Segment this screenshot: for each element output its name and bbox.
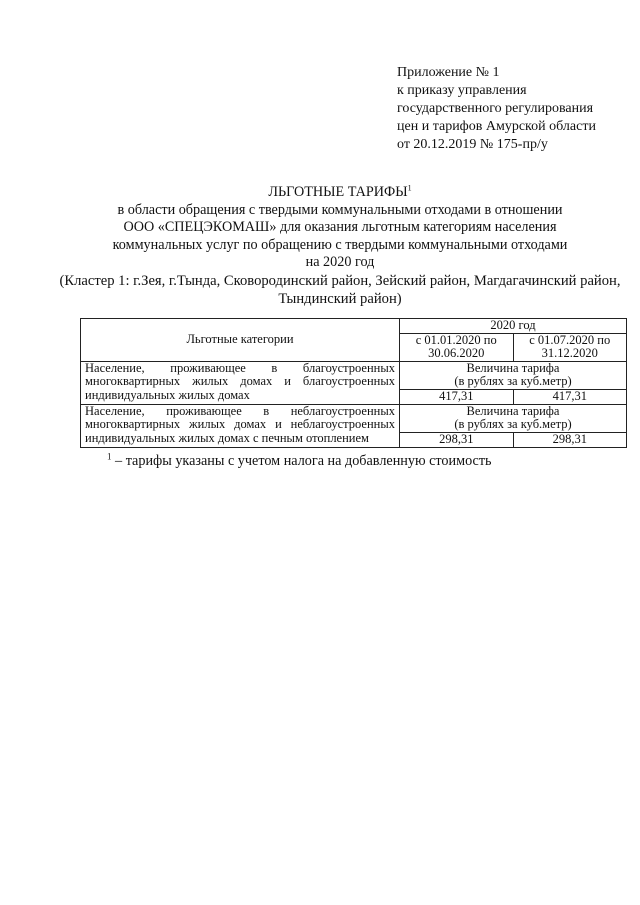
appendix-line: государственного регулирования [397,101,594,116]
heading-line: на 2020 год [305,254,375,270]
tariffs-table [80,318,627,448]
table-header-row [81,319,627,334]
appendix-line: к приказу управления [397,83,527,98]
heading-line: ООО «СПЕЦЭКОМАШ» для оказания льготным категориям населения [123,219,557,235]
tariff-value: 298,31 [513,432,627,447]
tariff-value: 417,31 [400,389,514,404]
table-row [81,404,627,432]
table-row [81,361,627,389]
tariff-value: 417,31 [513,389,627,404]
heading-line: коммунальных услуг по обращению с твердыми коммунальными отходами [112,236,568,253]
category-cell: Население, проживающее в неблагоустроенных многоквартирных жилых домах и неблагоустроенных индивидуальных жилых домах с печным отоплением [81,404,400,447]
tariff-label-cell [400,361,627,389]
title-text: ЛЬГОТНЫЕ ТАРИФЫ [268,184,408,200]
category-header: Льготные категории [81,319,400,362]
footnote [107,452,492,470]
tariff-value: 298,31 [400,432,514,447]
period-header: с 01.01.2020 по 30.06.2020 [400,333,514,361]
tariff-label-cell [400,404,627,432]
period-header: с 01.07.2020 по 31.12.2020 [513,333,627,361]
appendix-reference [397,64,596,154]
appendix-line: от 20.12.2019 № 175-пр/у [397,137,548,152]
cluster-description: (Кластер 1: г.Зея, г.Тында, Сковородинский район, Зейский район, Магдагачинский район, Тындинский район) [59,272,621,307]
category-cell: Население, проживающее в благоустроенных многоквартирных жилых домах и благоустроенных индивидуальных жилых домах [81,361,400,404]
tariff-label: Величина тарифа [466,360,560,375]
tariff-unit: (в рублях за куб.метр) [454,417,572,431]
document-title [40,184,640,202]
appendix-line: цен и тарифов Амурской области [397,119,596,134]
tariff-unit: (в рублях за куб.метр) [454,374,572,388]
document-heading [40,184,640,308]
year-header: 2020 год [400,319,627,334]
heading-line: в области обращения с твердыми коммунальными отходами в отношении [117,201,563,218]
appendix-line: Приложение № 1 [397,65,500,80]
footnote-text: – тарифы указаны с учетом налога на добавленную стоимость [111,453,492,469]
footnote-mark: 1 [407,183,412,193]
footnote-mark: 1 [107,451,112,462]
tariff-label: Величина тарифа [466,403,560,418]
